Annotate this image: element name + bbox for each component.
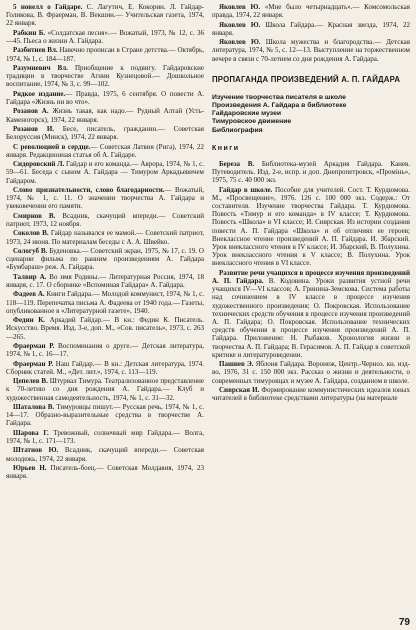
entry-author: Слово признательности, слово благодарности. [13,185,165,194]
entry-text: Всадник, скачущий впереди.— Советская молодежь, 1974, 22 января. [6,446,204,463]
entry-author: Штатнов Ю. [13,446,59,455]
entry-author: Яковлев Ю. [219,3,261,11]
section-topic: Гайдаровские музеи [212,110,282,118]
entry-text: Во имя Родины.— Литературная Россия, 1974, 18 января, с. 17. О сборнике «Вспоминая Гайдара» А. Гайдара. [6,272,204,289]
entry-author: Сидоровский Л. [13,160,65,169]
entry-author: Сологуб В. [13,246,48,255]
entry-author: Розанов А. [13,107,49,116]
left-column [6,3,204,481]
bibliography-entry [212,160,410,185]
bibliography-entry [6,186,204,211]
entry-text: С. Лагутич, Е. Кокорин. Л. Гайдар-Голикова, В. Фраерман, В. Векшин.— Учительская газета, 1974, 22 января. [6,3,204,28]
bibliography-entry [6,125,204,141]
entry-author: Фраерман Р. [13,359,54,368]
entry-author: Шаталова В. [13,402,55,411]
entry-author: 5 новелл о Гайдаре. [13,3,83,11]
bibliography-entry [6,290,204,315]
book-entries [212,160,410,403]
section-topic: Произведения А. Гайдара в библиотеке [212,102,347,109]
bibliography-entry [212,269,410,359]
entry-text: Библиотека-музей Аркадия Гайдара. Канев. Путеводитель. Изд. 2-е, испр. и доп. Днепропетровск, «Промінь», 1975, 75 с. 40 000 экз. [212,159,410,185]
entry-author: Яковлев Ю. [219,20,261,29]
bibliography-entry [212,186,410,268]
bibliography-entry [6,429,204,445]
bibliography-entry [6,464,204,480]
entry-text: Пособие для учителей. Сост. Т. Курдюмова. М., «Просвещение», 1976. 126 с. 100 000 экз. Содерж.: От составителя. Изучение творчества Гайдара. Т. Курдюмова. Повесть «Тимур и его команда» в IV классе; Т. Курдюмова. Повесть «Школа» в VI классе; И. Сиврская. Из истории создания повести А. П. Гайдара «Школа» и об отличиях ее героев; Внеклассное чтение произведений А. П. Гайдара. И. Збарский. Урок внеклассного чтения в IV классе; И. Збарский, В. Полухина. Урок внеклассного чтения в V классе; В. Полухина. Урок внеклассного чтения в VI классе. [212,185,410,268]
entry-text: Книги Гайдара.— Молодой коммунист, 1974, № 1, с. 118—119. Перепечатка письма А. Фадеева от 1940 года.— Газеты, опубликованное в «Литературной газете», 1940. [6,290,204,315]
right-column [212,3,410,481]
page-number: 79 [398,617,410,628]
entry-text: Бесе, писатель, гражданин.— Советская Белоруссия (Минск), 1974, 22 января. [6,124,204,142]
entry-text: Жизнь такая, как надо.— Рудный Алтай (Усть-Каменогорск), 1974, 22 января. [6,107,204,124]
entry-text: — Вожатый, 1974, № 1, с. 11. О значении творчества А. Гайдара и увековечении его памяти. [6,185,204,211]
entry-author: Развитие речи учащихся в процессе изучения произведений А. П. Гайдара. [212,268,410,286]
bibliography-entry [212,386,410,402]
entry-author: Береза В. [219,159,255,168]
section-title: ПРОПАГАНДА ПРОИЗВЕДЕНИЙ А. П. ГАЙДАРА [212,74,401,84]
entry-text: — Правда, 1975, 6 сентября. О повести А. Гайдара «Жизнь ни во что». [6,89,204,106]
entry-text: Всадник, скачущий впереди.— Советский патриот, 1973, 12 ноября. [6,211,204,228]
bibliography-entry [6,403,204,428]
entry-author: Разбитнев Вл. [13,46,58,55]
entry-text: Тимуровцы пишут.— Русская речь, 1974, № 1, с. 14—17. Образно-выразительные средства в творчестве А. Гайдара. [6,402,204,428]
bibliography-entry [6,29,204,45]
entry-text: — Советская Латвия (Рига), 1974, 22 января. Редакционная статья об А. Гайдаре. [6,142,204,159]
entry-author: Шарова Г. [13,428,49,437]
entry-author: Розанов И. [13,124,55,133]
bibliography-entry [6,377,204,402]
bibliography-entry [6,3,204,28]
entry-author: Яковлев Ю. [219,38,261,47]
entry-author: Фраерман Р. [13,341,55,350]
entry-author: Талвир А. [13,272,47,281]
entry-author: Рядкое издание. [13,89,66,98]
entry-author: Разумневич Вл. [13,63,68,72]
entry-text: Школа Гайдара.— Красная звезда, 1974, 22 января. [212,20,410,37]
entry-text: Писатель-боец.— Советская Молдавия, 1974, 23 января. [6,463,204,481]
entry-text: Штурвал Тимура. Театрализованное представление к 70-летию со дня рождения А. Гайдара.— Клуб и художественная самодеятельность, 1974, № 1, с. 31—32. [6,377,204,402]
entry-author: Цепелев В. [13,377,48,386]
entry-text: Яблоня Гайдара. Воронеж, Центр.-Черноз. кн. изд-во, 1976, 31 с. 150 000 экз. Рассказ о жизни и деятельности, о современных тимуровцах и музее А. Гайдара, созданном в школе. [212,360,410,385]
entry-text: Навечно прописан в Стране детства.— Октябрь, 1974, № 1, с. 184—187. [6,46,204,63]
section-topics [212,94,410,135]
entry-author: Сиврская И. [219,386,260,395]
bibliography-entry [212,360,410,385]
bibliography-entry [6,316,204,341]
bibliography-entry [6,229,204,245]
entry-text: Тревожный, солнечный мир Гайдара.— Волга, 1974, № 1, с. 171—173. [6,428,204,445]
section-topic: Изучение творчества писателя в школе [212,93,346,101]
entry-author: Гайдар в школе. [219,185,273,194]
entry-author: Юрьев Н. [13,463,47,472]
bibliography-entry [6,360,204,376]
bibliography-entry [6,247,204,272]
bibliography-entry [6,46,204,62]
bibliography-entry [212,38,410,63]
entry-text: Гайдар назывался ее мамой.— Советский патриот, 1973, 24 июня. По материалам беседы с А. А. Швейко. [6,229,204,246]
books-label: Книги [212,144,240,152]
bibliography-entry [212,3,410,19]
entry-text: В. Кодовина. Уроки развития устной речи учащихся IV—VI классов; А. Гринина-Земскова. Система работы над сочинением в IV классе в процессе изучения художественного произведения; О. Покровская. Использование технических средств обучения в процессе изучения произведений А. П. Гайдара; О. Покровская. Использование технических средств обучения в процессе изучения произведений А. П. Гайдара. Приложение: Н. Рыбаков. Хронология жизни и творчества А. П. Гайдара; В. Герасимов. А. П. Гайдар в советской критике и литературоведении. [212,277,410,359]
entry-text: «Мне было четырнадцать».— Комсомольская правда, 1974, 22 января. [212,3,410,20]
entry-author: Соколов В. [13,229,49,238]
bibliography-entry [6,90,204,106]
bibliography-entry [6,107,204,123]
entry-author: Пашнев Э. [219,360,254,369]
entry-author: Фадеев А. [13,290,45,299]
entry-author: С революцией в сердце. [13,142,91,151]
entry-text: Наш Гайдар.— В кн.: Детская литература, 1974. Сборник статей. М., «Дет. лит.», 1974, с. 113—119. [6,359,204,376]
bibliography-entry [212,21,410,37]
right-top-entries [212,3,410,63]
bibliography-entry [6,143,204,159]
entry-author: Рабкин Б. [13,28,46,37]
entry-text: Школа мужества и благородства.— Детская литература, 1974, № 5, с. 12—13. Выступление на торжественном вечере в связи с 70-летием со дня рождения А. Гайдара. [212,38,410,63]
bibliography-entry [6,64,204,89]
bibliography-entry [6,342,204,358]
section-topic: Библиография [212,126,263,134]
entry-text: Формирование коммунистических идеалов юных читателей в библиотеке средствами литературы (на материале [212,386,410,403]
bibliography-entry [6,160,204,185]
entry-text: Буденовка.— Советский экран, 1975, № 17, с. 19. О сценарии фильма по ранним произведениям А. Гайдара «Бумбараш» реж. А. Гайдара. [6,246,204,272]
bibliography-entry [6,273,204,289]
bibliography-entry [6,446,204,462]
entry-text: Приобщение к подвигу. Гайдаровские традиции в творчестве Агнии Кузнецовой.— Дошкольное воспитание, 1974, № 3, с. 99—102. [6,63,204,89]
bibliography-entry [6,212,204,228]
entry-text: «Солдатская песня».— Вожатый, 1973, № 12, с. 36—45. Пьеса о жизни А. Гайдара. [6,28,204,45]
entry-text: Воспоминания о друге.— Детская литература, 1974, № 1, с. 16—17. [6,341,204,359]
section-topic: Тимуровское движение [212,118,292,126]
entry-text: Аркадий Гайдар.— В кн.: Федин К. Писатель. Искусство. Время. Изд. 3-е, доп. М., «Сов. писатель», 1973, с. 263—265. [6,316,204,341]
entry-text: Гайдар и его команда.— Аврора, 1974, № 1, с. 59—61. Беседа с сыном А. Гайдара — Тимуром Аркадьевичем Гайдаром. [6,160,204,185]
entry-author: Смирнов В. [13,211,56,220]
entry-author: Федин К. [13,316,46,325]
